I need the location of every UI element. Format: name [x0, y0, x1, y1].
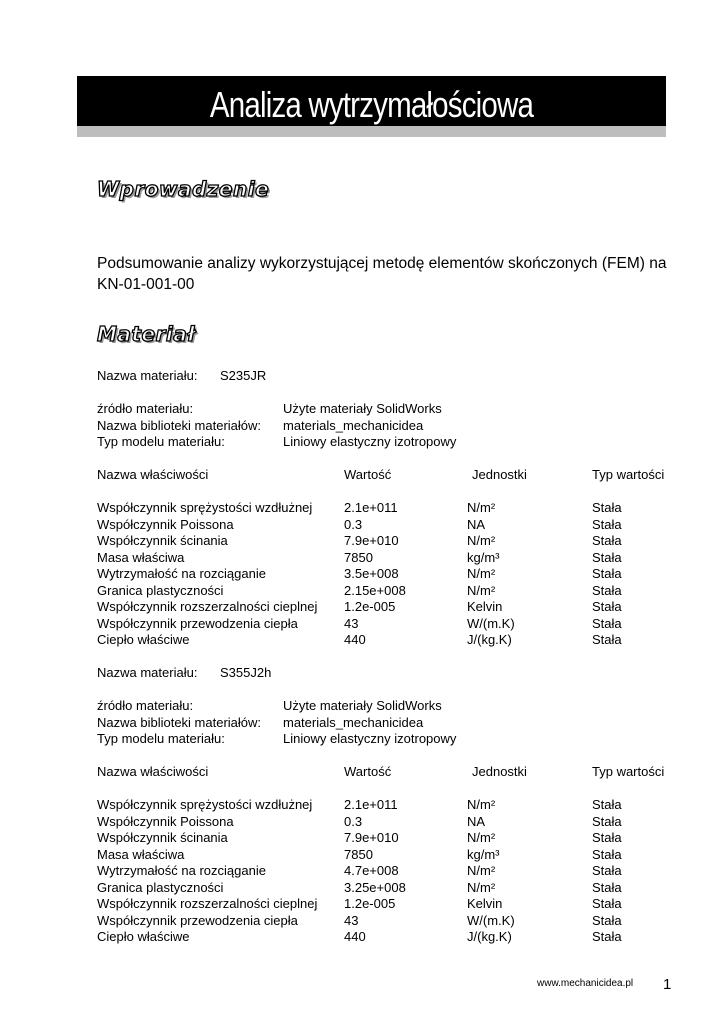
property-name: Współczynnik przewodzenia ciepła [97, 615, 298, 631]
property-name: Współczynnik Poissona [97, 813, 234, 829]
material-library-label: Nazwa biblioteki materiałów: [97, 715, 262, 730]
material-model-type-value: Liniowy elastyczny izotropowy [283, 731, 457, 746]
property-type: Stała [592, 813, 622, 829]
material-source-label: źródło materiału: [97, 401, 194, 416]
material-model-type-value: Liniowy elastyczny izotropowy [283, 434, 457, 449]
title-underline [77, 126, 666, 137]
property-value: 7.9e+010 [344, 830, 399, 845]
material-name-label: Nazwa materiału: [97, 368, 198, 383]
property-value: 3.25e+008 [344, 879, 406, 895]
property-unit: N/m² [467, 830, 496, 845]
property-name: Granica plastyczności [97, 879, 224, 895]
property-name: Wytrzymałość na rozciąganie [97, 863, 266, 878]
property-unit: kg/m³ [467, 846, 500, 862]
property-unit: J/(kg.K) [467, 632, 512, 647]
property-name: Ciepło właściwe [97, 929, 190, 944]
material-source-label: źródło materiału: [97, 698, 194, 713]
property-type: Stała [592, 912, 622, 928]
material-source-value: Użyte materiały SolidWorks [283, 698, 442, 713]
property-unit: N/m² [467, 566, 496, 581]
property-name: Współczynnik rozszerzalności cieplnej [97, 896, 318, 911]
material-heading: Materiał [97, 322, 196, 346]
col-header-property: Nazwa właściwości [97, 764, 209, 779]
property-type: Stała [592, 830, 622, 845]
property-type: Stała [592, 632, 622, 647]
property-name: Ciepło właściwe [97, 632, 190, 647]
property-unit: N/m² [467, 500, 496, 515]
property-value: 4.7e+008 [344, 863, 399, 878]
intro-heading: Wprowadzenie [97, 177, 270, 201]
footer-url[interactable]: www.mechanicidea.pl [537, 978, 634, 989]
col-header-units: Jednostki [472, 467, 527, 482]
property-unit: N/m² [467, 863, 496, 878]
property-value: 3.5e+008 [344, 566, 399, 581]
property-value: 7850 [344, 549, 373, 565]
property-value: 440 [344, 929, 366, 944]
property-name: Współczynnik ścinania [97, 533, 228, 548]
property-unit: N/m² [467, 797, 496, 812]
property-type: Stała [592, 500, 622, 515]
material-library-value: materials_mechanicidea [283, 418, 424, 433]
property-unit: kg/m³ [467, 549, 500, 565]
document-title-bar [77, 76, 666, 126]
property-value: 7850 [344, 846, 373, 862]
intro-text: Podsumowanie analizy wykorzystującej metodę elementów skończonych (FEM) na KN-01-001-00 [97, 255, 667, 293]
page-number: 1 [663, 976, 672, 993]
property-value: 2.15e+008 [344, 582, 406, 598]
property-name: Współczynnik przewodzenia ciepła [97, 912, 298, 928]
property-value: 2.1e+011 [344, 797, 398, 812]
property-type: Stała [592, 533, 622, 548]
property-unit: N/m² [467, 879, 496, 895]
material-library-label: Nazwa biblioteki materiałów: [97, 418, 262, 433]
property-type: Stała [592, 929, 622, 944]
property-unit: J/(kg.K) [467, 929, 512, 944]
property-type: Stała [592, 582, 622, 598]
property-name: Masa właściwa [97, 549, 185, 565]
property-value: 440 [344, 632, 366, 647]
property-name: Współczynnik Poissona [97, 516, 234, 532]
col-header-value-type: Typ wartości [592, 764, 665, 779]
material-name-value: S355J2h [220, 665, 272, 680]
property-unit: W/(m.K) [467, 912, 515, 928]
property-name: Współczynnik sprężystości wzdłużnej [97, 500, 313, 515]
property-name: Granica plastyczności [97, 582, 224, 598]
material-name-value: S235JR [220, 368, 267, 383]
col-header-units: Jednostki [472, 764, 527, 779]
property-type: Stała [592, 863, 622, 878]
material-model-type-label: Typ modelu materiału: [97, 434, 225, 449]
property-name: Współczynnik rozszerzalności cieplnej [97, 599, 318, 614]
material-name-label: Nazwa materiału: [97, 665, 198, 680]
property-value: 43 [344, 615, 359, 631]
property-name: Wytrzymałość na rozciąganie [97, 566, 266, 581]
property-type: Stała [592, 846, 622, 862]
property-unit: W/(m.K) [467, 615, 515, 631]
col-header-value: Wartość [344, 764, 392, 779]
property-value: 0.3 [344, 516, 363, 532]
property-type: Stała [592, 615, 622, 631]
property-unit: Kelvin [467, 896, 503, 911]
property-value: 0.3 [344, 813, 363, 829]
property-type: Stała [592, 896, 622, 911]
property-unit: Kelvin [467, 599, 503, 614]
property-name: Masa właściwa [97, 846, 185, 862]
property-value: 43 [344, 912, 359, 928]
col-header-value-type: Typ wartości [592, 467, 665, 482]
col-header-value: Wartość [344, 467, 392, 482]
document-title: Analiza wytrzymałościowa [209, 84, 534, 125]
property-value: 2.1e+011 [344, 500, 398, 515]
property-name: Współczynnik ścinania [97, 830, 228, 845]
property-name: Współczynnik sprężystości wzdłużnej [97, 797, 313, 812]
property-unit: NA [467, 516, 486, 532]
property-type: Stała [592, 549, 622, 565]
property-type: Stała [592, 879, 622, 895]
property-type: Stała [592, 516, 622, 532]
property-unit: N/m² [467, 533, 496, 548]
property-type: Stała [592, 797, 622, 812]
property-value: 1.2e-005 [344, 896, 396, 911]
col-header-property: Nazwa właściwości [97, 467, 209, 482]
property-unit: N/m² [467, 582, 496, 598]
property-value: 7.9e+010 [344, 533, 399, 548]
material-library-value: materials_mechanicidea [283, 715, 424, 730]
property-unit: NA [467, 813, 486, 829]
material-model-type-label: Typ modelu materiału: [97, 731, 225, 746]
material-source-value: Użyte materiały SolidWorks [283, 401, 442, 416]
property-value: 1.2e-005 [344, 599, 396, 614]
property-type: Stała [592, 566, 622, 581]
property-type: Stała [592, 599, 622, 614]
